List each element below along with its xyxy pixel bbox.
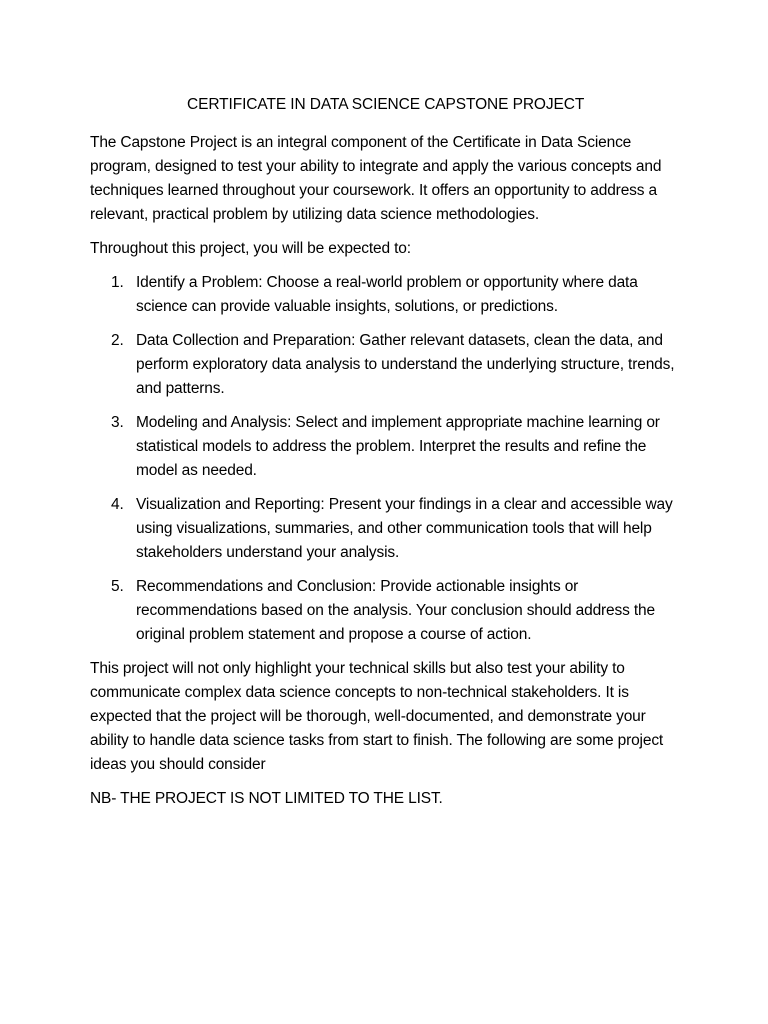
- task-item-modeling-analysis: [90, 411, 678, 483]
- document-title: CERTIFICATE IN DATA SCIENCE CAPSTONE PROJECT: [187, 96, 585, 113]
- project-note: NB- THE PROJECT IS NOT LIMITED TO THE LIST.: [90, 790, 443, 807]
- intro-text-3: program, designed to test your ability to integrate and apply the various concepts and techniques learned throughout your coursework. It offers an opportunity to address a relevant, practical problem by utilizing data science methodologies.: [90, 158, 662, 223]
- intro-text-2: is an integral component of the: [236, 134, 453, 151]
- task-list: [90, 271, 678, 647]
- task-name: Recommendations and Conclusion: [136, 578, 372, 595]
- task-number: 4.: [111, 496, 124, 513]
- intro-text-1: The: [90, 134, 121, 151]
- task-name: Data Collection and Preparation: [136, 332, 352, 349]
- task-description: : Provide actionable insights or recommendations based on the analysis. Your conclusion should address the original problem statement and propose a course of action.: [136, 578, 655, 643]
- lead-sentence: Throughout this project, you will be expected to:: [90, 240, 411, 257]
- task-number: 1.: [111, 274, 124, 291]
- intro-term-certificate: Certificate in Data Science: [452, 134, 632, 151]
- task-item-recommendations: [90, 575, 678, 647]
- task-description: : Gather relevant datasets, clean the data, and perform exploratory data analysis to understand the underlying structure, trends, and patterns.: [136, 332, 675, 397]
- task-description: : Select and implement appropriate machine learning or statistical models to address the problem. Interpret the results and refine the model as needed.: [136, 414, 660, 479]
- task-number: 3.: [111, 414, 124, 431]
- task-item-identify-problem: [90, 271, 678, 319]
- task-name: Identify a Problem: [136, 274, 259, 291]
- task-number: 2.: [111, 332, 124, 349]
- task-number: 5.: [111, 578, 124, 595]
- intro-term-capstone-project: Capstone Project: [120, 134, 237, 151]
- closing-paragraph: This project will not only highlight your technical skills but also test your ability to communicate complex data science concepts to non-technical stakeholders. It is expected that the project will be thorough, well-documented, and demonstrate your ability to handle data science tasks from start to finish. The following are some project ideas you should consider: [90, 660, 664, 773]
- task-item-data-collection: [90, 329, 678, 401]
- task-description: : Present your findings in a clear and accessible way using visualizations, summaries, and other communication tools that will help stakeholders understand your analysis.: [136, 496, 673, 561]
- task-name: Modeling and Analysis: [136, 414, 288, 431]
- task-item-visualization-reporting: [90, 493, 678, 565]
- intro-paragraph: [90, 131, 678, 227]
- task-description: : Choose a real-world problem or opportunity where data science can provide valuable insights, solutions, or predictions.: [136, 274, 638, 315]
- task-name: Visualization and Reporting: [136, 496, 321, 513]
